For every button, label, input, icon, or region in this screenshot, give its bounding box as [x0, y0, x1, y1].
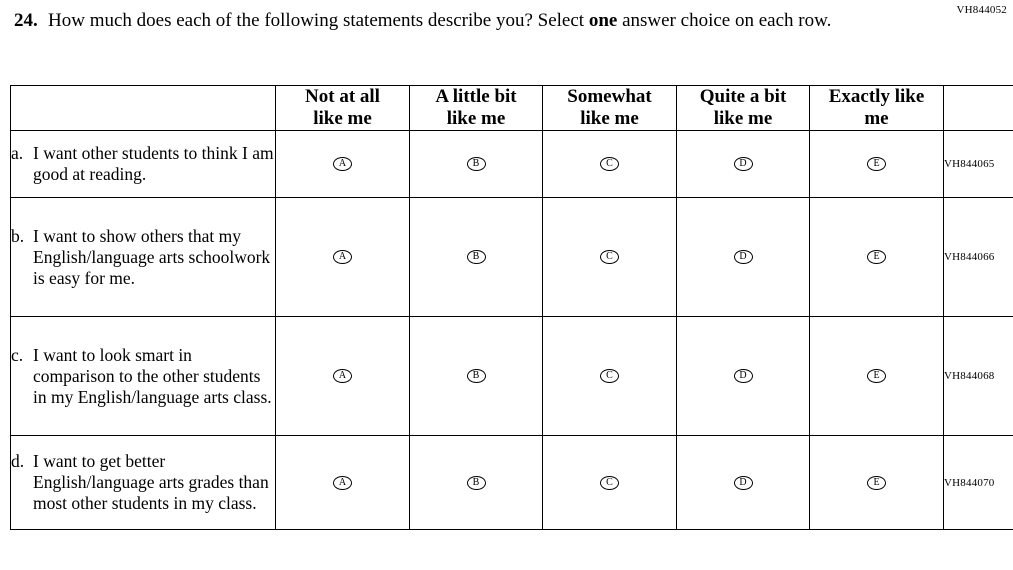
row-code-a: VH844065	[944, 131, 1013, 198]
row-code-b: VH844066	[944, 198, 1013, 317]
matrix-table	[10, 85, 1013, 530]
question-text	[48, 8, 888, 34]
option-d-4[interactable]	[677, 436, 810, 530]
radio-bubble-E[interactable]: E	[867, 369, 886, 383]
radio-bubble-C[interactable]: C	[600, 250, 619, 264]
header-option-5	[810, 86, 944, 131]
option-a-4[interactable]	[677, 131, 810, 198]
row-statement-c	[11, 317, 276, 436]
radio-bubble-B[interactable]: B	[467, 250, 486, 264]
question-stem	[14, 8, 894, 34]
radio-bubble-C[interactable]: C	[600, 369, 619, 383]
header-option-2	[410, 86, 543, 131]
row-letter-b: b.	[11, 225, 25, 246]
row-statement-d	[11, 436, 276, 530]
row-letter-a: a.	[11, 143, 24, 163]
question-text-part1: How much does each of the following statements describe you? Select	[48, 10, 589, 31]
option-c-4[interactable]	[677, 317, 810, 436]
radio-bubble-D[interactable]: D	[734, 157, 753, 171]
option-d-2[interactable]	[410, 436, 543, 530]
radio-bubble-D[interactable]: D	[734, 369, 753, 383]
table-row	[11, 198, 1013, 317]
table-row	[11, 436, 1013, 530]
option-c-1[interactable]	[276, 317, 410, 436]
row-letter-d: d.	[11, 451, 25, 471]
radio-bubble-E[interactable]: E	[867, 476, 886, 490]
question-number: 24.	[14, 10, 38, 31]
question-text-emphasis: one	[588, 10, 618, 31]
header-option-1-line1: Not at all	[305, 86, 380, 107]
option-a-5[interactable]	[810, 131, 944, 198]
option-a-1[interactable]	[276, 131, 410, 198]
header-option-3	[543, 86, 677, 131]
option-a-2[interactable]	[410, 131, 543, 198]
radio-bubble-A[interactable]: A	[333, 369, 352, 383]
row-code-d: VH844070	[944, 436, 1013, 530]
radio-bubble-D[interactable]: D	[734, 250, 753, 264]
radio-bubble-B[interactable]: B	[467, 476, 486, 490]
header-option-2-line2: like me	[446, 108, 506, 129]
row-statement-a	[11, 131, 276, 198]
row-text-c: I want to look smart in comparison to the other students in my English/language arts class.	[33, 344, 272, 407]
table-row	[11, 317, 1013, 436]
radio-bubble-A[interactable]: A	[333, 250, 352, 264]
radio-bubble-B[interactable]: B	[467, 369, 486, 383]
option-c-2[interactable]	[410, 317, 543, 436]
radio-bubble-E[interactable]: E	[867, 250, 886, 264]
radio-bubble-D[interactable]: D	[734, 476, 753, 490]
option-c-5[interactable]	[810, 317, 944, 436]
header-option-4-line2: like me	[713, 108, 773, 129]
header-code-blank	[944, 86, 1013, 131]
row-text-d: I want to get better English/language arts grades than most other students in my class.	[33, 451, 269, 513]
radio-bubble-C[interactable]: C	[600, 476, 619, 490]
header-option-4-line1: Quite a bit	[699, 86, 787, 107]
option-b-5[interactable]	[810, 198, 944, 317]
question-text-part2: answer choice on each row.	[617, 10, 832, 31]
row-statement-b	[11, 198, 276, 317]
header-option-3-line2: like me	[580, 108, 639, 129]
matrix-header	[11, 86, 1013, 131]
row-text-b: I want to show others that my English/language arts schoolwork is easy for me.	[33, 225, 271, 288]
header-row	[11, 86, 1013, 131]
radio-bubble-A[interactable]: A	[333, 476, 352, 490]
row-code-c: VH844068	[944, 317, 1013, 436]
row-text-a: I want other students to think I am good at reading.	[33, 143, 274, 184]
radio-bubble-B[interactable]: B	[467, 157, 486, 171]
matrix-body	[11, 131, 1013, 530]
header-option-5-line1: Exactly like	[828, 86, 925, 107]
header-option-2-line1: A little bit	[435, 86, 517, 107]
header-option-5-line2: me	[864, 108, 889, 129]
option-d-5[interactable]	[810, 436, 944, 530]
option-d-1[interactable]	[276, 436, 410, 530]
option-a-3[interactable]	[543, 131, 677, 198]
option-d-3[interactable]	[543, 436, 677, 530]
header-option-4	[677, 86, 810, 131]
header-option-1-line2: like me	[313, 108, 372, 129]
option-b-4[interactable]	[677, 198, 810, 317]
header-option-1	[276, 86, 410, 131]
header-option-3-line1: Somewhat	[567, 86, 652, 107]
radio-bubble-C[interactable]: C	[600, 157, 619, 171]
table-row	[11, 131, 1013, 198]
option-b-3[interactable]	[543, 198, 677, 317]
header-statement-blank	[11, 86, 276, 131]
option-b-2[interactable]	[410, 198, 543, 317]
question-item-code: VH844052	[956, 4, 1007, 16]
option-b-1[interactable]	[276, 198, 410, 317]
radio-bubble-E[interactable]: E	[867, 157, 886, 171]
row-letter-c: c.	[11, 344, 24, 365]
option-c-3[interactable]	[543, 317, 677, 436]
radio-bubble-A[interactable]: A	[333, 157, 352, 171]
response-matrix	[10, 85, 1006, 530]
